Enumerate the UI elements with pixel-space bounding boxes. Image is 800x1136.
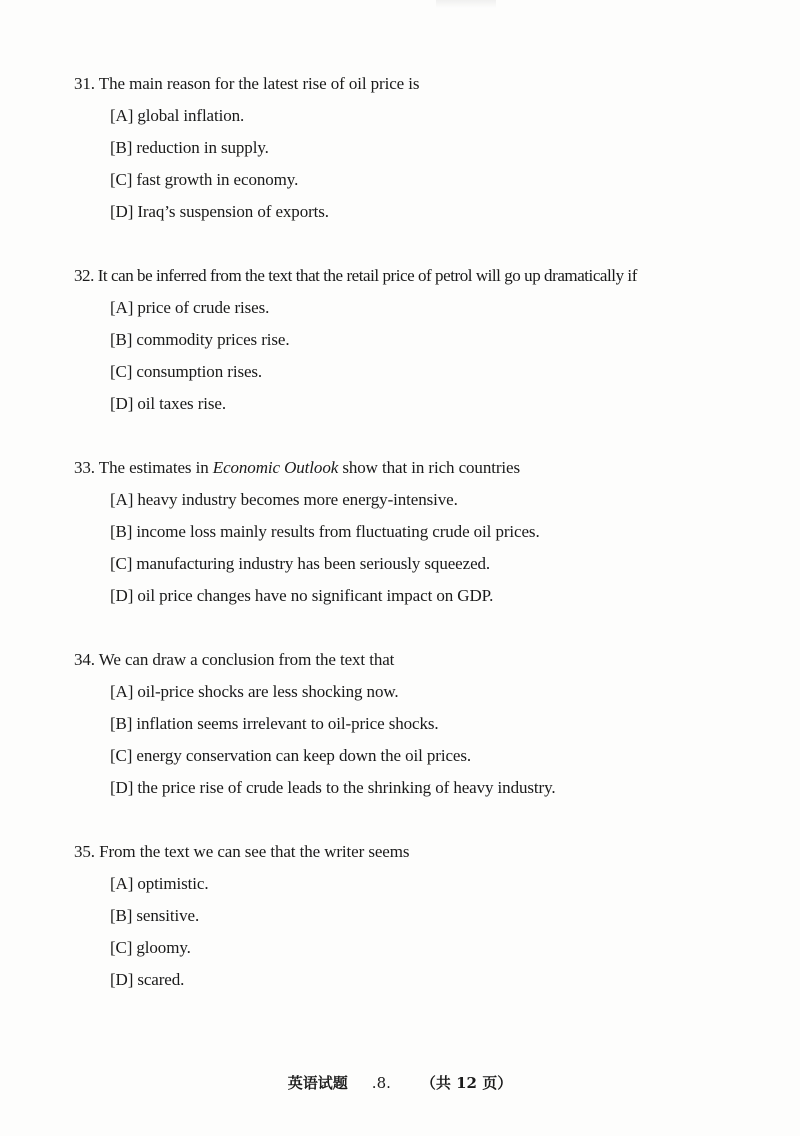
option-label: [B] [110,906,133,925]
option-label: [C] [110,170,133,189]
option-b[interactable] [110,714,774,734]
option-label: [C] [110,362,133,381]
option-text: optimistic. [137,874,209,893]
question-stem [74,266,774,286]
option-b[interactable] [110,522,774,542]
option-text: gloomy. [136,938,191,957]
footer-page-number: .8. [371,1074,391,1092]
option-label: [D] [110,394,134,413]
footer-subject: 英语试题 [287,1074,348,1092]
option-label: [B] [110,138,133,157]
option-label: [D] [110,778,134,797]
option-label: [A] [110,874,134,893]
option-text: income loss mainly results from fluctuating crude oil prices. [136,522,540,541]
question-text-before: The estimates in [98,458,209,477]
option-label: [A] [110,682,134,701]
question-number: 32. [74,266,94,285]
option-c[interactable] [110,938,774,958]
footer-total-pages: （共 12 页） [420,1074,513,1092]
option-label: [D] [110,202,134,221]
option-c[interactable] [110,362,774,382]
option-text: fast growth in economy. [136,170,299,189]
option-a[interactable] [110,682,774,702]
publication-title: Economic Outlook [212,458,339,477]
option-d[interactable] [110,202,774,222]
question-35 [74,842,774,990]
option-b[interactable] [110,330,774,350]
question-number: 34. [74,650,95,669]
option-label: [C] [110,746,133,765]
option-c[interactable] [110,746,774,766]
question-text: The main reason for the latest rise of oil price is [98,74,420,93]
option-a[interactable] [110,874,774,894]
option-text: oil price changes have no significant impact on GDP. [137,586,494,605]
option-label: [A] [110,298,134,317]
question-33 [74,458,774,606]
option-text: sensitive. [136,906,200,925]
question-text: From the text we can see that the writer seems [99,842,410,861]
question-number: 31. [74,74,95,93]
option-label: [B] [110,714,133,733]
question-number: 35. [74,842,95,861]
question-34 [74,650,774,798]
option-d[interactable] [110,778,774,798]
option-label: [C] [110,938,133,957]
question-text-after: show that in rich countries [342,458,520,477]
option-text: inflation seems irrelevant to oil-price shocks. [136,714,439,733]
question-stem [74,842,774,862]
option-label: [B] [110,522,133,541]
option-d[interactable] [110,586,774,606]
option-c[interactable] [110,170,774,190]
option-d[interactable] [110,394,774,414]
page-footer [0,1074,800,1092]
option-a[interactable] [110,490,774,510]
option-text: oil taxes rise. [137,394,226,413]
option-a[interactable] [110,298,774,318]
question-number: 33. [74,458,95,477]
option-b[interactable] [110,906,774,926]
option-text: heavy industry becomes more energy-intensive. [137,490,458,509]
option-a[interactable] [110,106,774,126]
option-text: reduction in supply. [136,138,269,157]
option-text: consumption rises. [136,362,263,381]
option-d[interactable] [110,970,774,990]
option-text: scared. [137,970,185,989]
question-stem [74,458,774,478]
question-31 [74,74,774,222]
question-stem [74,650,774,670]
question-text: We can draw a conclusion from the text that [98,650,395,669]
option-text: commodity prices rise. [136,330,290,349]
option-label: [D] [110,970,134,989]
question-text: It can be inferred from the text that the retail price of petrol will go up dramatically if [97,266,637,285]
option-text: manufacturing industry has been seriously squeezed. [136,554,491,573]
option-label: [A] [110,106,134,125]
option-text: energy conservation can keep down the oil prices. [136,746,472,765]
option-label: [D] [110,586,134,605]
option-b[interactable] [110,138,774,158]
option-c[interactable] [110,554,774,574]
option-text: price of crude rises. [137,298,270,317]
option-text: Iraq’s suspension of exports. [137,202,329,221]
question-stem [74,74,774,94]
question-32 [74,266,774,414]
option-label: [A] [110,490,134,509]
scan-artifact [436,0,496,8]
option-label: [B] [110,330,133,349]
option-text: global inflation. [137,106,245,125]
option-text: oil-price shocks are less shocking now. [137,682,399,701]
option-label: [C] [110,554,133,573]
option-text: the price rise of crude leads to the shrinking of heavy industry. [137,778,556,797]
